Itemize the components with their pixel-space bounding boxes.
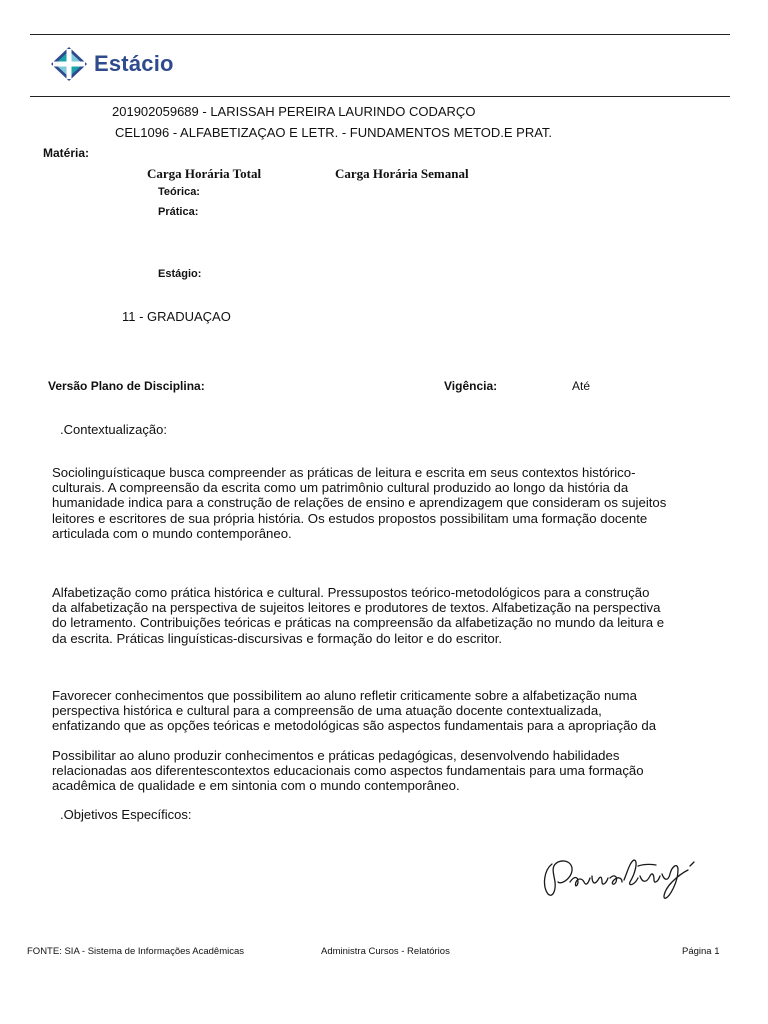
footer-source: FONTE: SIA - Sistema de Informações Acadêmicas <box>27 946 244 957</box>
versao-label: Versão Plano de Disciplina: <box>48 379 205 393</box>
carga-total-label: Carga Horária Total <box>147 166 262 181</box>
paragraph-line: do letramento. Contribuições teóricas e práticas na compreensão da alfabetização no mundo da leitura e <box>52 615 665 631</box>
paragraph-line: perspectiva histórica e cultural para a compreensão de uma atuação docente contextualizada, <box>52 703 602 719</box>
course-line: CEL1096 - ALFABETIZAÇAO E LETR. - FUNDAMENTOS METOD.E PRAT. <box>115 125 553 140</box>
logo-wordmark: Estácio <box>94 51 174 76</box>
paragraph-line: articulada com o mundo contemporâneo. <box>52 525 292 541</box>
paragraph-line: acadêmica de qualidade e em sintonia com o mundo contemporâneo. <box>52 778 460 794</box>
paragraph-line: da alfabetização na perspectiva de sujeitos leitores e produtores de textos. Alfabetização na perspectiva <box>52 600 661 616</box>
pratica-label: Prática: <box>158 206 199 218</box>
paragraph-line: relacionadas aos diferentescontextos educacionais como aspectos fundamentais para uma formação <box>52 763 644 779</box>
carga-semanal-label: Carga Horária Semanal <box>335 166 469 181</box>
paragraph-3 <box>52 688 732 734</box>
paragraph-line: leitores e escritores de sua própria história. Os estudos propostos possibilitam uma formação docente <box>52 510 648 526</box>
paragraph-line: Favorecer conhecimentos que possibilitem ao aluno refletir criticamente sobre a alfabetização numa <box>52 688 637 703</box>
paragraph-line: Alfabetização como prática histórica e cultural. Pressupostos teórico-metodológicos para a construção <box>52 585 650 600</box>
header-rule <box>30 96 730 97</box>
estacio-logo-icon <box>50 46 88 82</box>
paragraph-line: Possibilitar ao aluno produzir conhecimentos e práticas pedagógicas, desenvolvendo habilidades <box>52 748 620 763</box>
paragraph-1 <box>52 465 732 541</box>
footer-page-number: Página 1 <box>682 946 720 957</box>
footer-center: Administra Cursos - Relatórios <box>321 946 450 957</box>
paragraph-4 <box>52 748 732 794</box>
paragraph-line: humanidade indica para a construção de relações de ensino e aprendizagem que consideram os sujeitos <box>52 495 667 511</box>
paragraph-2 <box>52 585 732 646</box>
estagio-label: Estágio: <box>158 268 202 280</box>
student-line: 201902059689 - LARISSAH PEREIRA LAURINDO CODARÇO <box>112 104 476 119</box>
estacio-logo <box>50 46 174 82</box>
paragraph-line: enfatizando que as opções teóricas e metodológicas são aspectos fundamentais para a apropriação da <box>52 718 657 734</box>
paragraph-line: da escrita. Práticas linguísticas-discursivas e formação do leitor e do escritor. <box>52 630 503 646</box>
teorica-label: Teórica: <box>158 186 200 198</box>
paragraph-line: culturais. A compreensão da escrita como um patrimônio cultural produzido ao longo da história da <box>52 480 629 496</box>
top-rule <box>30 34 730 35</box>
vigencia-label: Vigência: <box>444 379 498 393</box>
ate-label: Até <box>572 379 591 393</box>
handwritten-signature <box>538 852 708 904</box>
paragraph-line: Sociolinguísticaque busca compreender as práticas de leitura e escrita em seus contextos histórico- <box>52 465 636 480</box>
objetivos-heading: .Objetivos Específicos: <box>60 807 192 822</box>
materia-label: Matéria: <box>43 146 90 160</box>
graduacao-value: 11 - GRADUAÇAO <box>122 309 231 324</box>
contextualizacao-heading: .Contextualização: <box>60 422 167 437</box>
